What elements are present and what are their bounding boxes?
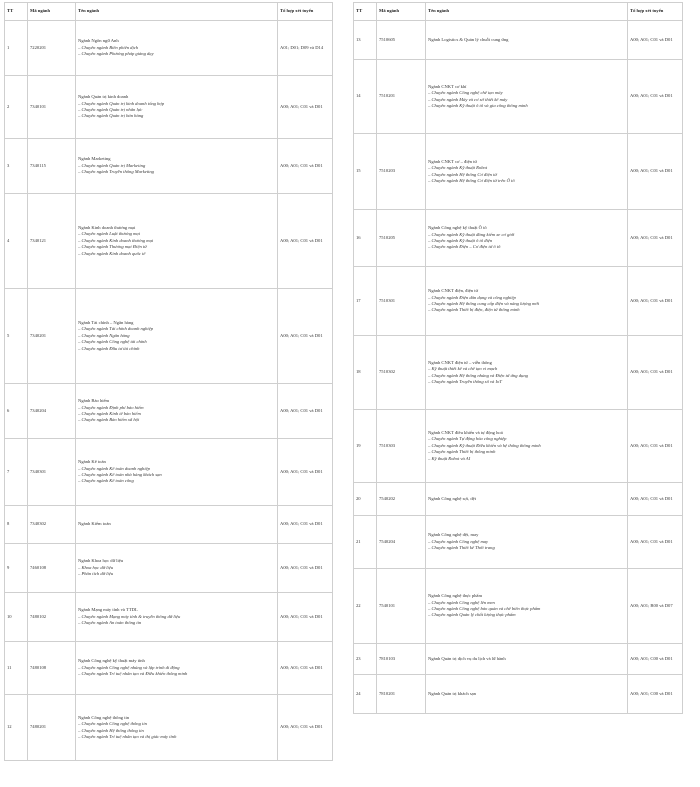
- table-row: [5, 194, 333, 289]
- specialization: – Phân tích dữ liệu: [78, 571, 114, 577]
- major-code: 7340201: [28, 289, 76, 384]
- specialization: – Chuyên ngành Điện – Cơ điện tử ô tô: [428, 244, 501, 250]
- major-name: Ngành Công nghệ sợi, dệt: [428, 495, 476, 501]
- specialization: – Chuyên ngành Trí tuệ nhân tạo và Điều khiển thông minh: [78, 671, 188, 677]
- major-name-cell: [76, 544, 278, 593]
- major-code: 7810201: [377, 675, 426, 714]
- header-row: [354, 3, 683, 21]
- major-name: Ngành Mạng máy tính và TTDL: [78, 607, 138, 613]
- specialization: – Chuyên ngành Quản trị kinh doanh tổng hợp: [78, 100, 165, 106]
- specialization: – Chuyên ngành Ngân hàng: [78, 332, 130, 338]
- major-name: Ngành Công nghệ kỹ thuật Ô tô: [428, 225, 487, 231]
- specialization: – Chuyên ngành Thiết bị thông minh: [428, 449, 496, 455]
- major-code: 7540202: [377, 483, 426, 516]
- specialization: – Chuyên ngành Định phí bảo hiểm: [78, 404, 144, 410]
- major-name: Ngành Kiểm toán: [78, 521, 111, 527]
- major-name: Ngành Công nghệ dệt, may: [428, 532, 479, 538]
- specialization: – Chuyên ngành Hệ thống thông tin: [78, 727, 144, 733]
- row-number: 17: [354, 267, 377, 336]
- table-row: [354, 60, 683, 134]
- subject-combination: A01; D01; D09 và D14: [278, 21, 333, 76]
- row-number: 8: [5, 506, 28, 544]
- row-number: 24: [354, 675, 377, 714]
- specialization: – Chuyên ngành Truyền thông số và IoT: [428, 378, 502, 384]
- specialization: – Chuyên ngành Tự động hóa công nghiệp: [428, 436, 507, 442]
- specialization: – Chuyên ngành Kinh tế bảo hiểm: [78, 411, 141, 416]
- specialization: – Chuyên ngành Kỹ thuật Điều khiển và hệ thống thông minh: [428, 442, 541, 448]
- table-row: [5, 76, 333, 139]
- major-code: 7510605: [377, 21, 426, 60]
- row-number: 6: [5, 384, 28, 439]
- subject-combination: A00; A01; C01 và D01: [628, 60, 683, 134]
- subject-combination: A00; A01; C01 và D01: [278, 439, 333, 506]
- specialization: – Khoa học dữ liệu: [78, 564, 114, 570]
- header-combo: Tổ hợp xét tuyển: [278, 3, 333, 21]
- row-number: 3: [5, 139, 28, 194]
- table-row: [5, 695, 333, 761]
- row-number: 22: [354, 569, 377, 644]
- major-name-cell: [426, 516, 628, 569]
- header-name: Tên ngành: [76, 3, 278, 21]
- specialization: – Chuyên ngành Máy và cơ sở thiết kế máy: [428, 96, 508, 102]
- major-code: 7460108: [28, 544, 76, 593]
- major-name-cell: [76, 642, 278, 695]
- specialization: – Chuyên ngành Quản trị Marketing: [78, 162, 146, 168]
- major-code: 7220201: [28, 21, 76, 76]
- specialization: – Chuyên ngành Công nghệ thông tin: [78, 721, 147, 727]
- admissions-table-left: [4, 2, 333, 761]
- major-code: 7340301: [28, 439, 76, 506]
- table-row: [5, 139, 333, 194]
- major-name-cell: [76, 139, 278, 194]
- row-number: 4: [5, 194, 28, 289]
- major-name: Ngành Khoa học dữ liệu: [78, 558, 124, 564]
- major-code: 7480201: [28, 695, 76, 761]
- major-name: Ngành Tài chính – Ngân hàng: [78, 319, 134, 325]
- subject-combination: A00; A01; C01 và D01: [628, 21, 683, 60]
- row-number: 15: [354, 134, 377, 210]
- row-number: 12: [5, 695, 28, 761]
- row-number: 20: [354, 483, 377, 516]
- major-name-cell: [426, 134, 628, 210]
- major-code: 7510301: [377, 267, 426, 336]
- specialization: – Chuyên ngành Hệ thống Cơ điện tử: [428, 171, 497, 177]
- major-code: 7340121: [28, 194, 76, 289]
- major-name: Ngành Marketing: [78, 156, 111, 162]
- table-row: [354, 675, 683, 714]
- major-name-cell: [426, 569, 628, 644]
- major-code: 7340204: [28, 384, 76, 439]
- major-name-cell: [76, 76, 278, 139]
- major-name-cell: [426, 267, 628, 336]
- subject-combination: A00; A01; C01 và D01: [278, 695, 333, 761]
- table-row: [354, 21, 683, 60]
- major-code: 7510201: [377, 60, 426, 134]
- major-code: 7340302: [28, 506, 76, 544]
- subject-combination: A00; A01; C01 và D01: [628, 336, 683, 410]
- table-row: [5, 384, 333, 439]
- table-row: [354, 410, 683, 483]
- specialization: – Chuyên ngành Kế toán doanh nghiệp: [78, 465, 150, 471]
- major-name: Ngành CNKT điện, điện tử: [428, 288, 478, 294]
- table-row: [5, 439, 333, 506]
- header-code: Mã ngành: [28, 3, 76, 21]
- major-code: 7510302: [377, 336, 426, 410]
- header-tt: TT: [5, 3, 28, 21]
- specialization: – Chuyên ngành Quản trị nhân lực: [78, 107, 143, 112]
- header-row: [5, 3, 333, 21]
- table-row: [5, 544, 333, 593]
- specialization: – Chuyên ngành Thương mại Điện tử: [78, 244, 147, 250]
- major-name: Ngành CNKT cơ khí: [428, 83, 467, 89]
- specialization: – Kỹ thuật thiết kế và chế tạo vi mạch: [428, 366, 498, 372]
- specialization: – Chuyên ngành Kỹ thuật đăng kiểm xe cơ giới: [428, 231, 515, 237]
- subject-combination: A00; A01; C01 và D01: [278, 384, 333, 439]
- major-name: Ngành Quản trị khách sạn: [428, 690, 476, 696]
- major-name-cell: [76, 384, 278, 439]
- specialization: – Chuyên ngành Thiết kế Thời trang: [428, 545, 495, 551]
- major-name-cell: [426, 410, 628, 483]
- major-name-cell: [426, 675, 628, 714]
- table-row: [5, 506, 333, 544]
- major-code: 7510303: [377, 410, 426, 483]
- specialization: – Chuyên ngành Kỹ thuật Robot: [428, 165, 488, 171]
- major-code: 7510203: [377, 134, 426, 210]
- header-code: Mã ngành: [377, 3, 426, 21]
- row-number: 11: [5, 642, 28, 695]
- major-name: Ngành CNKT điều khiển và tự động hoá: [428, 429, 503, 435]
- specialization: – Chuyên ngành Mạng máy tính & truyền thông dữ liệu: [78, 613, 181, 619]
- subject-combination: A00; A01; C01 và D01: [278, 544, 333, 593]
- subject-combination: A00; A01; C00 và D01: [628, 644, 683, 675]
- table-row: [354, 516, 683, 569]
- major-name-cell: [426, 483, 628, 516]
- row-number: 1: [5, 21, 28, 76]
- major-code: 7480108: [28, 642, 76, 695]
- major-code: 7510205: [377, 210, 426, 267]
- major-name: Ngành CNKT cơ – điện tử: [428, 158, 477, 164]
- major-name-cell: [76, 439, 278, 506]
- major-name: Ngành Ngôn ngữ Anh: [78, 38, 119, 44]
- major-name-cell: [76, 695, 278, 761]
- specialization: – Chuyên ngành Công nghệ may: [428, 538, 489, 544]
- row-number: 10: [5, 593, 28, 642]
- subject-combination: A00; A01; C01 và D01: [278, 642, 333, 695]
- specialization: – Chuyên ngành Công nghệ tài chính: [78, 339, 147, 345]
- major-name: Ngành Kế toán: [78, 459, 106, 465]
- table-row: [354, 210, 683, 267]
- subject-combination: A00; A01; C01 và D01: [628, 210, 683, 267]
- specialization: – Chuyên ngành Luật thương mại: [78, 231, 140, 237]
- major-code: 7340101: [28, 76, 76, 139]
- table-row: [354, 483, 683, 516]
- table-row: [354, 644, 683, 675]
- row-number: 5: [5, 289, 28, 384]
- major-name-cell: [426, 336, 628, 410]
- major-name: Ngành Công nghệ kỹ thuật máy tính: [78, 658, 145, 664]
- specialization: – Chuyên ngành Công nghệ bảo quản và chế biến thực phẩm: [428, 606, 541, 611]
- subject-combination: A00; A01; C01 và D01: [628, 410, 683, 483]
- specialization: – Chuyên ngành Kinh doanh thương mại: [78, 237, 154, 243]
- subject-combination: A00; A01; C01 và D01: [628, 483, 683, 516]
- specialization: – Chuyên ngành Công nghệ nhúng và lập trình di động: [78, 664, 180, 670]
- specialization: – Chuyên ngành Hệ thống Cơ điện tử trên Ô tô: [428, 177, 515, 183]
- subject-combination: A00; A01; B00 và D07: [628, 569, 683, 644]
- specialization: – Chuyên ngành Kỹ thuật ô tô và gia công thông minh: [428, 102, 528, 108]
- major-name-cell: [76, 506, 278, 544]
- table-row: [5, 289, 333, 384]
- row-number: 2: [5, 76, 28, 139]
- major-name: Ngành Kinh doanh thương mại: [78, 224, 136, 230]
- specialization: – Chuyên ngành Phương pháp giảng dạy: [78, 51, 154, 57]
- header-combo: Tổ hợp xét tuyển: [628, 3, 683, 21]
- specialization: – Chuyên ngành Tài chính doanh nghiệp: [78, 326, 154, 332]
- major-name: Ngành Công nghệ thông tin: [78, 714, 130, 720]
- table-row: [354, 134, 683, 210]
- table-row: [354, 569, 683, 644]
- major-name-cell: [76, 21, 278, 76]
- row-number: 9: [5, 544, 28, 593]
- major-name-cell: [426, 21, 628, 60]
- specialization: – Chuyên ngành Kỹ thuật ô tô điện: [428, 238, 493, 243]
- subject-combination: A00; A01; C01 và D01: [278, 593, 333, 642]
- major-name-cell: [426, 644, 628, 675]
- row-number: 18: [354, 336, 377, 410]
- table-row: [5, 21, 333, 76]
- row-number: 23: [354, 644, 377, 675]
- major-name: Ngành Logistics & Quản lý chuỗi cung ứng: [428, 36, 509, 42]
- major-name-cell: [76, 289, 278, 384]
- major-name-cell: [426, 210, 628, 267]
- specialization: – Chuyên ngành Đầu tư tài chính: [78, 345, 140, 351]
- major-code: 7480102: [28, 593, 76, 642]
- specialization: – Chuyên ngành Công nghệ lên men: [428, 599, 495, 605]
- subject-combination: A00; A01; C01 và D01: [278, 289, 333, 384]
- major-code: 7540101: [377, 569, 426, 644]
- major-code: 7810103: [377, 644, 426, 675]
- major-name: Ngành Công nghệ thực phẩm: [428, 593, 483, 599]
- major-code: 7340115: [28, 139, 76, 194]
- row-number: 14: [354, 60, 377, 134]
- specialization: – Chuyên ngành Công nghệ chế tạo máy: [428, 90, 503, 96]
- subject-combination: A00; A01; C00 và D01: [628, 675, 683, 714]
- table-row: [354, 267, 683, 336]
- specialization: – Chuyên ngành An toàn thông tin: [78, 620, 142, 626]
- row-number: 7: [5, 439, 28, 506]
- major-name-cell: [76, 593, 278, 642]
- specialization: – Kỹ thuật Robot và AI: [428, 455, 471, 461]
- table-row: [5, 642, 333, 695]
- specialization: – Chuyên ngành Truyền thông Marketing: [78, 169, 154, 175]
- major-name-cell: [76, 194, 278, 289]
- table-row: [354, 336, 683, 410]
- specialization: – Chuyên ngành Trí tuệ nhân tạo và thị giác máy tính: [78, 733, 177, 739]
- specialization: – Chuyên ngành Điện dân dụng và công nghiệp: [428, 294, 516, 300]
- specialization: – Chuyên ngành Thiết bị điện, điện tử thông minh: [428, 307, 520, 313]
- subject-combination: A00; A01; C01 và D01: [628, 134, 683, 210]
- specialization: – Chuyên ngành Quản lý chất lượng thực phẩm: [428, 612, 516, 618]
- row-number: 19: [354, 410, 377, 483]
- major-name: Ngành Quản trị dịch vụ du lịch và lữ hành: [428, 655, 506, 661]
- specialization: – Chuyên ngành Kinh doanh quốc tế: [78, 250, 146, 256]
- admissions-table-right: [353, 2, 683, 714]
- row-number: 16: [354, 210, 377, 267]
- specialization: – Chuyên ngành Biên phiên dịch: [78, 44, 139, 50]
- row-number: 21: [354, 516, 377, 569]
- subject-combination: A00; A01; C01 và D01: [278, 506, 333, 544]
- major-name: Ngành Quản trị kinh doanh: [78, 94, 129, 100]
- row-number: 13: [354, 21, 377, 60]
- subject-combination: A00; A01; C01 và D01: [278, 76, 333, 139]
- specialization: – Chuyên ngành Quản trị bán hàng: [78, 113, 144, 119]
- major-name: Ngành CNKT điện tử – viễn thông: [428, 359, 492, 365]
- subject-combination: A00; A01; C01 và D01: [628, 516, 683, 569]
- specialization: – Chuyên ngành Hệ thống cung cấp điện và năng lượng mới: [428, 301, 540, 306]
- major-name: Ngành Bảo hiểm: [78, 398, 110, 404]
- major-name-cell: [426, 60, 628, 134]
- subject-combination: A00; A01; C01 và D01: [628, 267, 683, 336]
- major-code: 7540204: [377, 516, 426, 569]
- header-name: Tên ngành: [426, 3, 628, 21]
- subject-combination: A00; A01; C01 và D01: [278, 194, 333, 289]
- header-tt: TT: [354, 3, 377, 21]
- specialization: – Chuyên ngành Kế toán nhà hàng khách sạn: [78, 472, 162, 477]
- specialization: – Chuyên ngành Hệ thống nhúng và Điện tử ứng dụng: [428, 372, 528, 378]
- subject-combination: A00; A01; C01 và D01: [278, 139, 333, 194]
- table-row: [5, 593, 333, 642]
- specialization: – Chuyên ngành Bảo hiểm xã hội: [78, 417, 140, 423]
- specialization: – Chuyên ngành Kế toán công: [78, 478, 134, 484]
